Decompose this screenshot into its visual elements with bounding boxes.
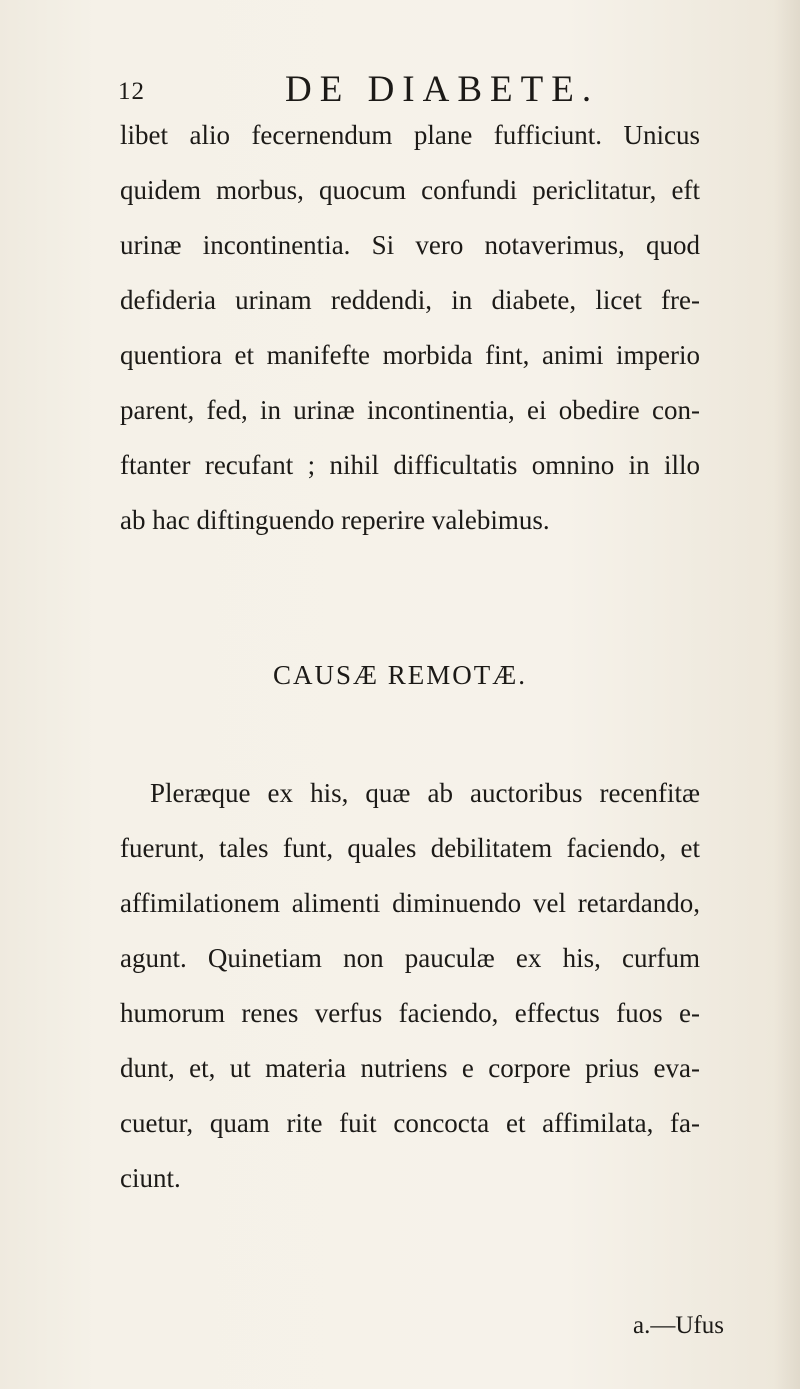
text-line: Pleræque ex his, quæ ab auctoribus recenfitæ bbox=[150, 778, 700, 808]
page-number: 12 bbox=[118, 78, 145, 105]
text-line: humorum renes verfus faciendo, effectus fuos e- bbox=[120, 998, 700, 1028]
running-header bbox=[0, 62, 800, 112]
text-line: defideria urinam reddendi, in diabete, licet fre- bbox=[120, 285, 700, 315]
section-heading: CAUSÆ REMOTÆ. bbox=[272, 660, 528, 690]
paragraph-2 bbox=[120, 766, 700, 1206]
text-line: quentiora et manifefte morbida fint, animi imperio bbox=[120, 340, 700, 370]
text-line: fuerunt, tales funt, quales debilitatem faciendo, et bbox=[120, 833, 700, 863]
text-line: agunt. Quinetiam non pauculæ ex his, curfum bbox=[120, 943, 700, 973]
text-line: ab hac diftinguendo reperire valebimus. bbox=[120, 505, 550, 535]
page-edge-shadow bbox=[774, 0, 800, 1389]
text-line: cuetur, quam rite fuit concocta et affimilata, fa- bbox=[120, 1108, 700, 1138]
text-line: ftanter recufant ; nihil difficultatis omnino in illo bbox=[120, 450, 700, 480]
text-line: libet alio fecernendum plane fufficiunt. Unicus bbox=[120, 120, 700, 150]
text-line: urinæ incontinentia. Si vero notaverimus, quod bbox=[120, 230, 700, 260]
paragraph-1 bbox=[120, 108, 700, 548]
text-line: affimilationem alimenti diminuendo vel retardando, bbox=[120, 888, 700, 918]
text-line: quidem morbus, quocum confundi periclitatur, eft bbox=[120, 175, 700, 205]
running-title: DE DIABETE. bbox=[285, 69, 600, 110]
catchword: a.—Ufus bbox=[633, 1312, 724, 1339]
text-line: parent, fed, in urinæ incontinentia, ei obedire con- bbox=[120, 395, 700, 425]
text-line: dunt, et, ut materia nutriens e corpore prius eva- bbox=[120, 1053, 700, 1083]
text-line: ciunt. bbox=[120, 1163, 181, 1193]
